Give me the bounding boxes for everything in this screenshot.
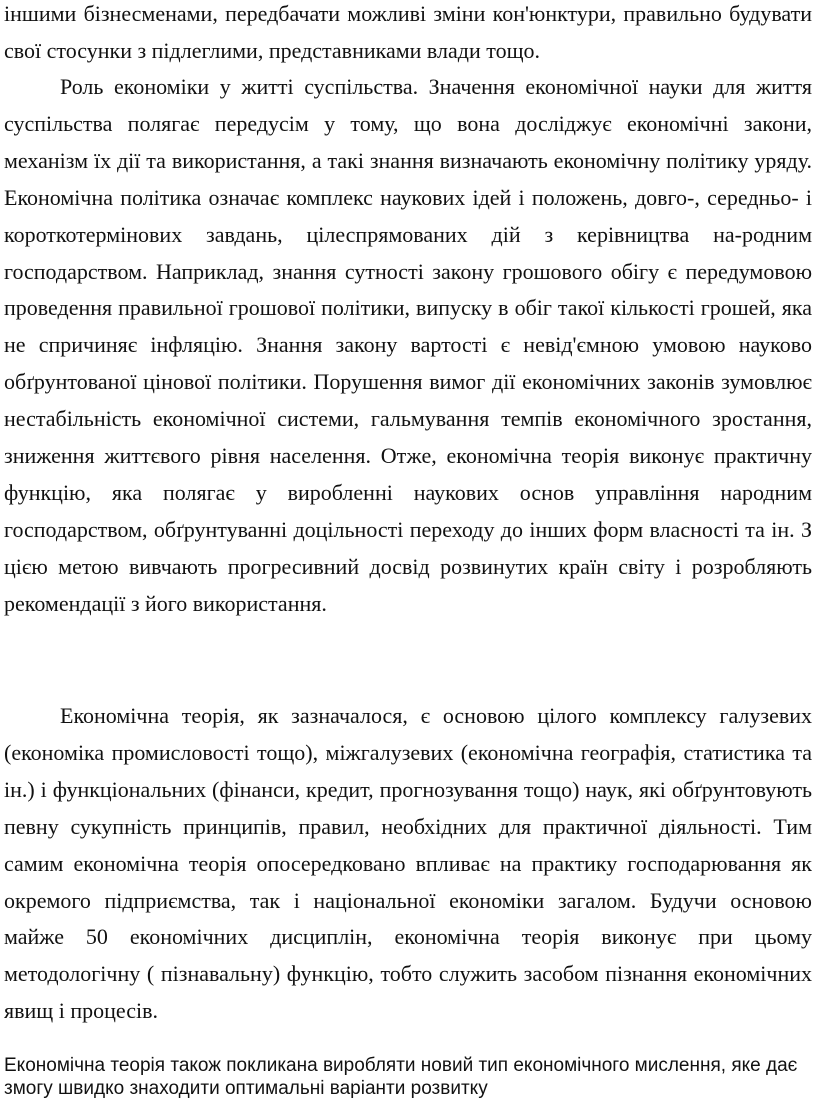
paragraph-role-of-economics: Роль економіки у житті суспільства. Значення економічної науки для життя суспільства полягає передусім у тому, що вона досліджує економічні закони, механізм їх дії та використання, а такі знання визначають економічну політику уряду. Економічна політика означає комплекс наукових ідей і положень, довго-, середньо- і короткотермінових завдань, цілеспрямованих дій з керівництва на-родним господарством. Наприклад, знання сутності закону грошового обігу є передумовою проведення правильної грошової політики, випуску в обіг такої кількості грошей, яка не спричиняє інфляцію. Знання закону вартості є невід'ємною умовою науково обґрунтованої цінової політики. Порушення вимог дії економічних законів зумовлює нестабільність економічної системи, гальмування темпів економічного зростання, зниження життєвого рівня населення. Отже, економічна теорія виконує практичну функцію, яка полягає у виробленні наукових основ управління народним господарством, обґрунтуванні доцільності переходу до інших форм власності та ін. З цією метою вивчають прогресивний досвід розвинутих країн світу і розробляють рекомендації з його використання. [4, 74, 812, 616]
paragraph-economic-theory-basis: Економічна теорія, як зазначалося, є основою цілого комплексу галузевих (економіка промисловості тощо), міжгалузевих (економічна географія, статистика та ін.) і функціональних (фінанси, кредит, прогнозування тощо) наук, які обґрунтовують певну сукупність принципів, правил, необхідних для практичної діяльності. Тим самим економічна теорія опосередковано впливає на практику господарювання як окремого підприємства, так і національної економіки загалом. Будучи основою майже 50 економічних дисциплін, економічна теорія виконує при цьому методологічну ( пізнавальну) функцію, тобто служить засобом пізнання економічних явищ і процесів. [4, 703, 812, 1024]
paragraph-continuation: іншими бізнесменами, передбачати можливі зміни кон'юнктури, правильно будувати свої стосунки з підлеглими, представниками влади тощо. [4, 1, 812, 63]
closing-summary-text: Економічна теорія також покликана виробляти новий тип економічного мислення, яке дає змогу швидко знаходити оптимальні варіанти розвитку [4, 1055, 798, 1099]
